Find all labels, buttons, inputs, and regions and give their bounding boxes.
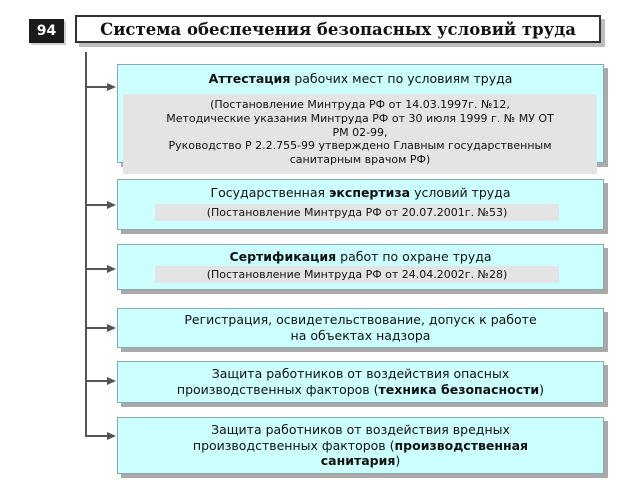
card-industrial-sanitation-text [118, 418, 603, 473]
card-certification-heading [118, 249, 603, 265]
text-part: ) [539, 382, 545, 397]
text-part: производственных факторов ( [176, 382, 379, 397]
text-line [177, 382, 544, 398]
note-expertise: (Постановление Минтруда РФ от 20.07.2001г. №53) [155, 204, 559, 221]
text-line: Защита работников от воздействия опасных [211, 366, 510, 382]
text-part: производственных факторов ( [192, 437, 395, 453]
heading-rest: условий труда [410, 185, 511, 200]
note-line: санитарным врачом РФ) [289, 153, 431, 166]
note-attestation [123, 94, 597, 174]
slide-number-badge: 94 [29, 19, 64, 43]
arrow-icon [107, 377, 116, 385]
page-title: Система обеспечения безопасных условий труда [75, 15, 601, 43]
card-safety-engineering [117, 361, 604, 403]
connector-branch-6 [85, 435, 107, 437]
note-line: Методические указания Минтруда РФ от 30 июля 1999 г. № МУ ОТ [166, 111, 554, 125]
heading-before: Государственная [210, 185, 330, 200]
connector-branch-5 [85, 380, 107, 382]
text-bold: техника безопасности [378, 382, 540, 397]
text-line [321, 453, 401, 469]
connector-branch-2 [85, 204, 107, 206]
card-registration-text [118, 309, 603, 347]
note-line: РМ 02-99, [332, 125, 388, 139]
text-bold: санитария [320, 453, 396, 469]
text-line: Защита работников от воздействия вредных [211, 422, 510, 438]
card-attestation-heading [118, 71, 603, 87]
heading-bold: Аттестация [208, 71, 291, 86]
heading-bold: Сертификация [229, 249, 337, 264]
note-certification: (Постановление Минтруда РФ от 24.04.2002г. №28) [155, 266, 559, 283]
heading-rest: рабочих мест по условиям труда [290, 71, 513, 86]
connector-branch-4 [85, 327, 107, 329]
arrow-icon [107, 201, 116, 209]
heading-bold: экспертиза [329, 185, 411, 200]
connector-branch-1 [85, 86, 107, 88]
text-line: Регистрация, освидетельствование, допуск к работе [184, 312, 537, 328]
text-part: ) [395, 453, 401, 469]
note-line: Руководство Р 2.2.755-99 утверждено Главным государственным [168, 139, 552, 153]
card-safety-engineering-text [118, 362, 603, 402]
arrow-icon [107, 324, 116, 332]
connector-branch-3 [85, 268, 107, 270]
card-expertise-heading [118, 185, 603, 201]
arrow-icon [107, 432, 116, 440]
text-line: на объектах надзора [290, 328, 431, 343]
text-line [193, 438, 528, 454]
heading-rest: работ по охране труда [336, 249, 492, 264]
card-registration [117, 308, 604, 348]
arrow-icon [107, 265, 116, 273]
card-industrial-sanitation [117, 417, 604, 474]
text-bold: производственная [394, 437, 529, 453]
note-line: (Постановление Минтруда РФ от 14.03.1997г. №12, [210, 98, 510, 111]
arrow-icon [107, 83, 116, 91]
